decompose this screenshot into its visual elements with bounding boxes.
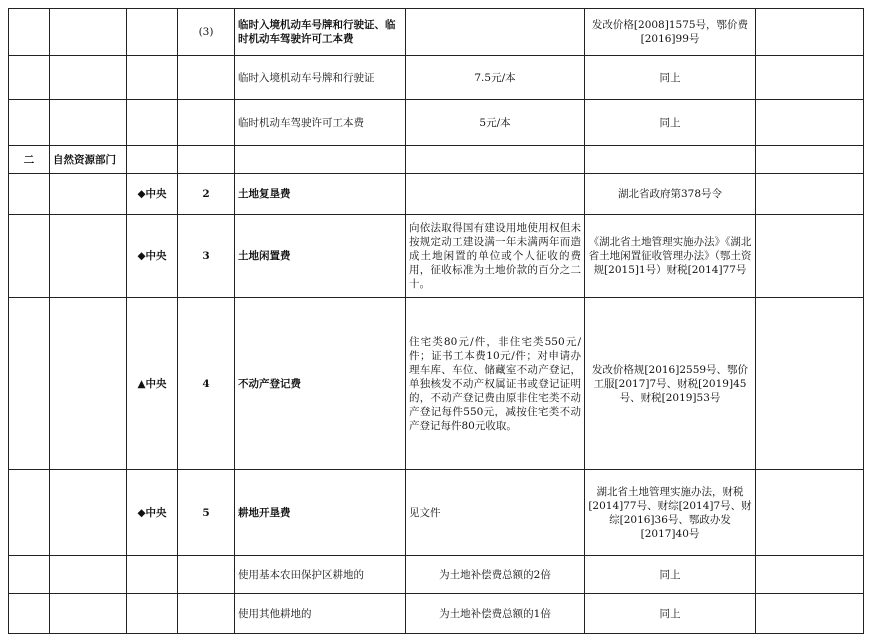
cell-item: 临时入境机动车号牌和行驶证 — [235, 56, 406, 100]
cell-note — [756, 56, 864, 100]
cell-no — [178, 100, 235, 146]
cell-standard: 为土地补偿费总额的2倍 — [406, 556, 585, 594]
cell-standard: 见文件 — [406, 470, 585, 556]
cell-seq — [9, 298, 50, 470]
cell-level: ◆中央 — [127, 470, 178, 556]
cell-dept — [50, 9, 127, 56]
cell-note — [756, 146, 864, 174]
cell-item: 临时机动车驾驶许可工本费 — [235, 100, 406, 146]
table-row — [9, 215, 864, 298]
cell-no: 3 — [178, 215, 235, 298]
cell-item: 临时入境机动车号牌和行驶证、临时机动车驾驶许可工本费 — [235, 9, 406, 56]
cell-dept — [50, 556, 127, 594]
cell-item — [235, 146, 406, 174]
cell-standard — [406, 146, 585, 174]
cell-basis — [585, 146, 756, 174]
cell-basis: 《湖北省土地管理实施办法》《湖北省土地闲置征收管理办法》（鄂土资规[2015]1号）财税[2014]77号 — [585, 215, 756, 298]
cell-standard: 5元/本 — [406, 100, 585, 146]
fee-table — [8, 8, 864, 634]
cell-dept — [50, 298, 127, 470]
cell-no: 5 — [178, 470, 235, 556]
cell-no: 2 — [178, 174, 235, 215]
cell-note — [756, 298, 864, 470]
cell-note — [756, 470, 864, 556]
cell-standard — [406, 174, 585, 215]
cell-basis: 湖北省土地管理实施办法，财税[2014]77号、财综[2014]7号、财综[2016]36号、鄂政办发[2017]40号 — [585, 470, 756, 556]
cell-basis: 发改价格规[2016]2559号、鄂价工服[2017]7号、财税[2019]45号、财税[2019]53号 — [585, 298, 756, 470]
cell-standard — [406, 9, 585, 56]
cell-dept — [50, 594, 127, 634]
table-row — [9, 100, 864, 146]
table-row — [9, 174, 864, 215]
cell-no — [178, 594, 235, 634]
cell-dept: 自然资源部门 — [50, 146, 127, 174]
cell-seq — [9, 470, 50, 556]
cell-basis: 同上 — [585, 594, 756, 634]
cell-level: ◆中央 — [127, 215, 178, 298]
cell-seq: 二 — [9, 146, 50, 174]
cell-basis: 同上 — [585, 556, 756, 594]
table-row — [9, 298, 864, 470]
cell-dept — [50, 215, 127, 298]
cell-item: 土地复垦费 — [235, 174, 406, 215]
table-row — [9, 56, 864, 100]
cell-standard: 7.5元/本 — [406, 56, 585, 100]
cell-level — [127, 594, 178, 634]
cell-seq — [9, 100, 50, 146]
cell-seq — [9, 594, 50, 634]
cell-level: ◆中央 — [127, 174, 178, 215]
cell-seq — [9, 215, 50, 298]
cell-standard: 住宅类80元/件，非住宅类550元/件；证书工本费10元/件；对申请办理车库、车位、储藏室不动产登记，单独核发不动产权属证书或登记证明的，不动产登记费由原非住宅类不动产登记每件550元，减按住宅类不动产登记每件80元收取。 — [406, 298, 585, 470]
cell-basis: 同上 — [585, 100, 756, 146]
cell-level — [127, 556, 178, 594]
cell-note — [756, 556, 864, 594]
cell-dept — [50, 470, 127, 556]
table-row — [9, 594, 864, 634]
cell-seq — [9, 9, 50, 56]
cell-basis: 同上 — [585, 56, 756, 100]
cell-note — [756, 215, 864, 298]
cell-note — [756, 594, 864, 634]
cell-basis: 湖北省政府第378号令 — [585, 174, 756, 215]
cell-dept — [50, 174, 127, 215]
cell-dept — [50, 100, 127, 146]
cell-dept — [50, 56, 127, 100]
cell-level — [127, 146, 178, 174]
cell-level — [127, 56, 178, 100]
cell-seq — [9, 174, 50, 215]
cell-basis: 发改价格[2008]1575号，鄂价费[2016]99号 — [585, 9, 756, 56]
table-row — [9, 9, 864, 56]
cell-item: 使用基本农田保护区耕地的 — [235, 556, 406, 594]
cell-item: 不动产登记费 — [235, 298, 406, 470]
cell-no: (3) — [178, 9, 235, 56]
cell-note — [756, 9, 864, 56]
cell-item: 使用其他耕地的 — [235, 594, 406, 634]
cell-standard: 为土地补偿费总额的1倍 — [406, 594, 585, 634]
cell-level — [127, 100, 178, 146]
cell-seq — [9, 556, 50, 594]
cell-no: 4 — [178, 298, 235, 470]
cell-no — [178, 56, 235, 100]
table-row — [9, 470, 864, 556]
cell-note — [756, 100, 864, 146]
cell-standard: 向依法取得国有建设用地使用权但未按规定动工建设满一年未满两年而造成土地闲置的单位或个人征收的费用，征收标准为土地价款的百分之二十。 — [406, 215, 585, 298]
cell-item: 土地闲置费 — [235, 215, 406, 298]
cell-no — [178, 556, 235, 594]
cell-seq — [9, 56, 50, 100]
cell-level — [127, 9, 178, 56]
cell-note — [756, 174, 864, 215]
cell-item: 耕地开垦费 — [235, 470, 406, 556]
table-row — [9, 556, 864, 594]
table-row-department — [9, 146, 864, 174]
cell-level: ▲中央 — [127, 298, 178, 470]
cell-no — [178, 146, 235, 174]
